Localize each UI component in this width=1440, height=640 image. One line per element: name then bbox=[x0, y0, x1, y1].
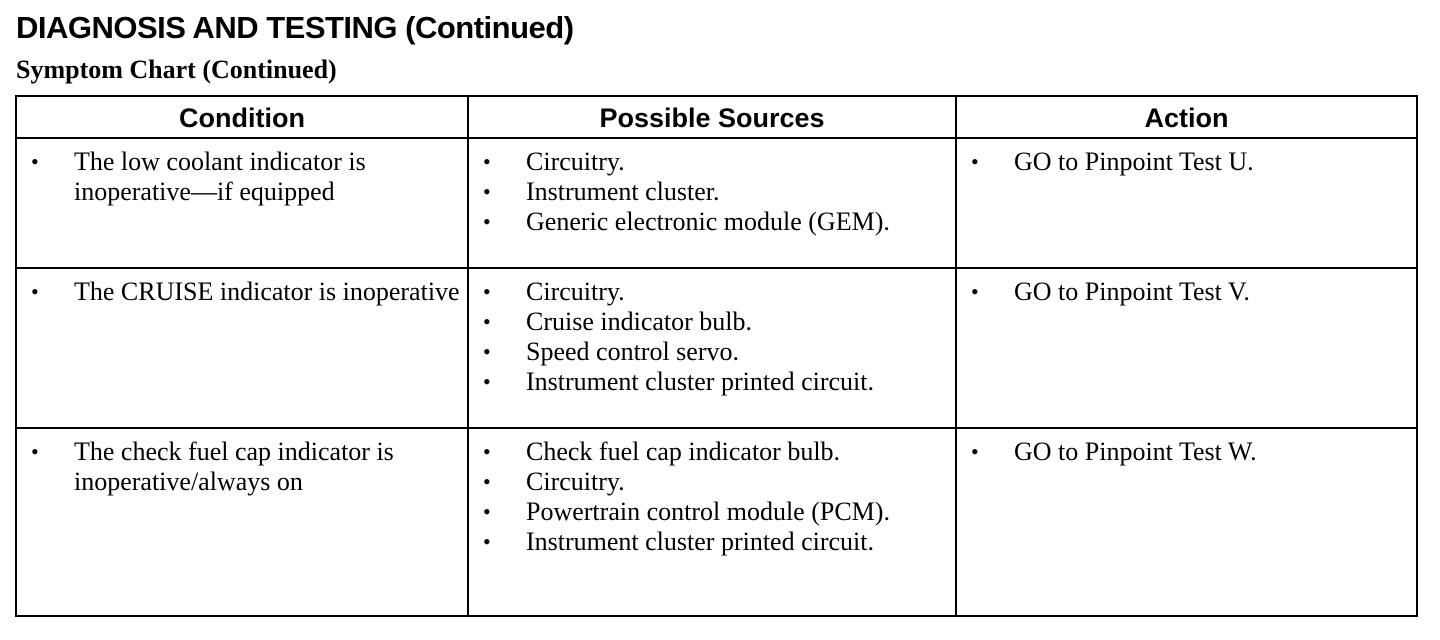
source-text: Circuitry. bbox=[526, 277, 625, 306]
condition-text: The CRUISE indicator is inoperative bbox=[74, 277, 460, 306]
list-item bbox=[17, 437, 461, 497]
sources-cell bbox=[468, 268, 956, 428]
list-item bbox=[957, 277, 1410, 307]
source-text: Instrument cluster printed circuit. bbox=[526, 527, 875, 556]
source-text: Circuitry. bbox=[526, 467, 625, 496]
bullet-icon: • bbox=[483, 279, 491, 304]
condition-cell bbox=[16, 138, 468, 268]
bullet-icon: • bbox=[483, 529, 491, 554]
source-text: Cruise indicator bulb. bbox=[526, 307, 753, 336]
table-header-row bbox=[16, 96, 1417, 138]
condition-text: The low coolant indicator is inoperative—if equipped bbox=[74, 147, 366, 206]
table-row bbox=[16, 268, 1417, 428]
condition-cell bbox=[16, 428, 468, 616]
list-item bbox=[469, 527, 949, 557]
bullet-icon: • bbox=[31, 439, 39, 464]
list-item bbox=[469, 207, 949, 237]
bullet-icon: • bbox=[971, 439, 979, 464]
bullet-icon: • bbox=[483, 339, 491, 364]
column-header-action: Action bbox=[956, 96, 1417, 138]
bullet-icon: • bbox=[483, 149, 491, 174]
list-item bbox=[469, 337, 949, 367]
action-text: GO to Pinpoint Test V. bbox=[1014, 277, 1250, 306]
sources-cell bbox=[468, 428, 956, 616]
bullet-icon: • bbox=[971, 279, 979, 304]
section-title: Symptom Chart (Continued) bbox=[16, 55, 337, 84]
condition-text: The check fuel cap indicator is inoperative/always on bbox=[74, 437, 394, 496]
source-text: Generic electronic module (GEM). bbox=[526, 207, 890, 236]
column-header-possible-sources: Possible Sources bbox=[468, 96, 956, 138]
bullet-icon: • bbox=[971, 149, 979, 174]
action-cell bbox=[956, 268, 1417, 428]
bullet-icon: • bbox=[31, 149, 39, 174]
bullet-icon: • bbox=[483, 369, 491, 394]
page-title: DIAGNOSIS AND TESTING (Continued) bbox=[16, 10, 574, 45]
list-item bbox=[469, 177, 949, 207]
bullet-icon: • bbox=[31, 279, 39, 304]
list-item bbox=[957, 437, 1410, 467]
list-item bbox=[469, 497, 949, 527]
column-header-condition: Condition bbox=[16, 96, 468, 138]
bullet-icon: • bbox=[483, 209, 491, 234]
list-item bbox=[957, 147, 1410, 177]
bullet-icon: • bbox=[483, 499, 491, 524]
list-item bbox=[469, 307, 949, 337]
source-text: Instrument cluster. bbox=[526, 177, 720, 206]
symptom-chart-table bbox=[15, 95, 1418, 617]
bullet-icon: • bbox=[483, 179, 491, 204]
list-item bbox=[469, 147, 949, 177]
source-text: Instrument cluster printed circuit. bbox=[526, 367, 875, 396]
list-item bbox=[469, 367, 949, 397]
action-cell bbox=[956, 428, 1417, 616]
list-item bbox=[17, 147, 461, 207]
list-item bbox=[469, 277, 949, 307]
bullet-icon: • bbox=[483, 469, 491, 494]
list-item bbox=[17, 277, 461, 307]
source-text: Speed control servo. bbox=[526, 337, 740, 366]
bullet-icon: • bbox=[483, 309, 491, 334]
source-text: Powertrain control module (PCM). bbox=[526, 497, 890, 526]
action-cell bbox=[956, 138, 1417, 268]
source-text: Circuitry. bbox=[526, 147, 625, 176]
action-text: GO to Pinpoint Test W. bbox=[1014, 437, 1257, 466]
table-row bbox=[16, 138, 1417, 268]
list-item bbox=[469, 467, 949, 497]
list-item bbox=[469, 437, 949, 467]
source-text: Check fuel cap indicator bulb. bbox=[526, 437, 841, 466]
condition-cell bbox=[16, 268, 468, 428]
sources-cell bbox=[468, 138, 956, 268]
action-text: GO to Pinpoint Test U. bbox=[1014, 147, 1254, 176]
table-row bbox=[16, 428, 1417, 616]
bullet-icon: • bbox=[483, 439, 491, 464]
